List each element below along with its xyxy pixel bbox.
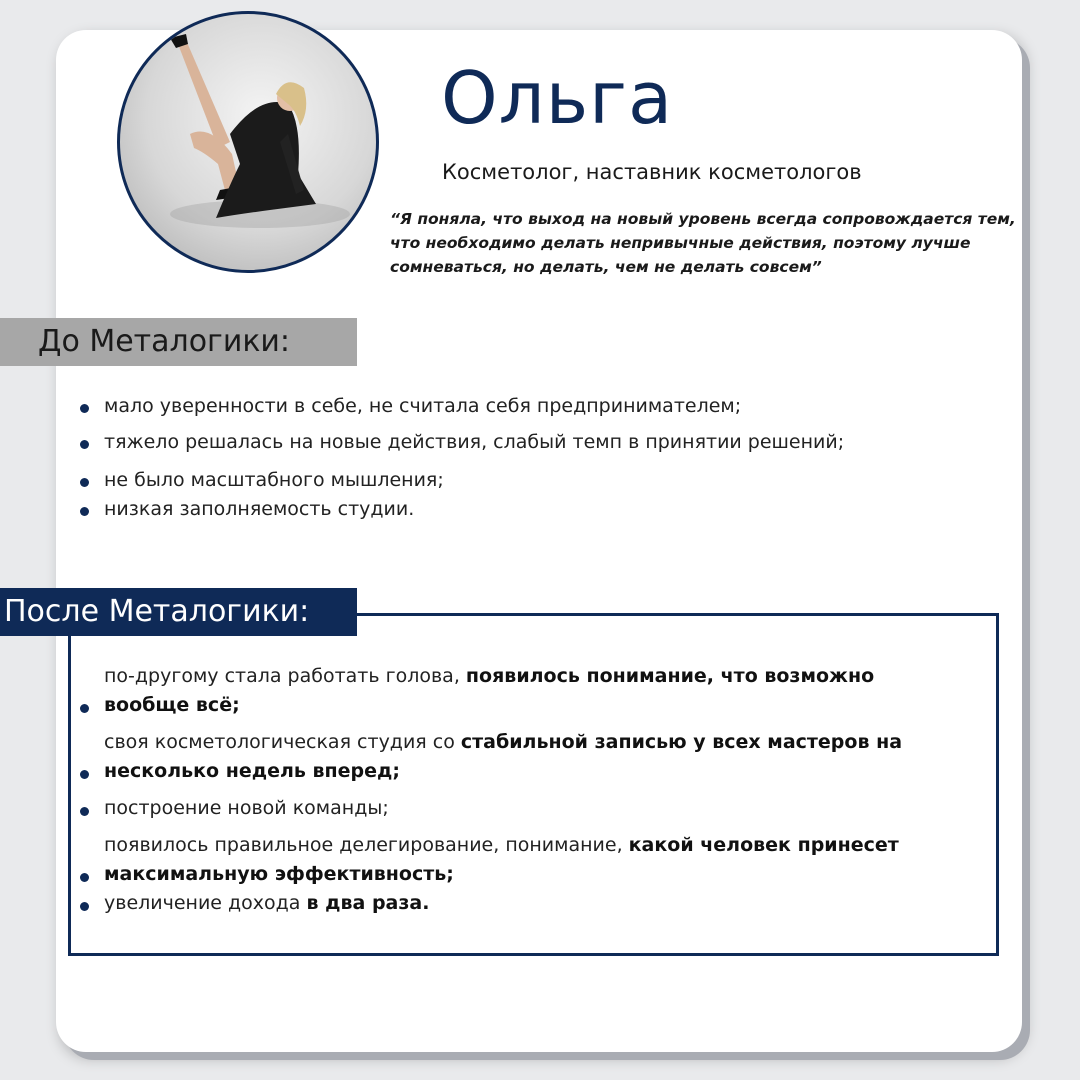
- list-item: [80, 831, 960, 889]
- list-item: [80, 394, 1070, 418]
- bullet-icon: [80, 807, 89, 816]
- bullet-icon: [80, 440, 89, 449]
- list-item-text: по-другому стала работать голова,: [104, 665, 466, 687]
- profile-quote: “Я поняла, что выход на новый уровень всегда сопровождается тем, что необходимо делать непривычные действия, поэтому лучше сомневаться, но делать, чем не делать совсем”: [390, 210, 1016, 276]
- bullet-icon: [80, 704, 89, 713]
- list-item-text: тяжело решалась на новые действия, слабый темп в принятии решений;: [104, 431, 845, 453]
- list-item-emphasis: появилось понимание, что возможно вообще всё;: [104, 665, 875, 716]
- before-section-title: До Металогики:: [0, 318, 357, 366]
- list-item-text: увеличение дохода: [104, 892, 307, 914]
- profile-role: Косметолог, наставник косметологов: [442, 160, 862, 184]
- list-item: [80, 728, 960, 786]
- bullet-icon: [80, 404, 89, 413]
- list-item-text: построение новой команды;: [104, 797, 389, 819]
- after-section-title: После Металогики:: [0, 588, 357, 636]
- list-item-text: не было масштабного мышления;: [104, 469, 444, 491]
- list-item-text: мало уверенности в себе, не считала себя предпринимателем;: [104, 395, 742, 417]
- bullet-icon: [80, 770, 89, 779]
- list-item-text: своя косметологическая студия со: [104, 731, 461, 753]
- profile-photo-illustration: [120, 14, 376, 270]
- list-item-text: низкая заполняемость студии.: [104, 498, 415, 520]
- list-item-emphasis: в два раза.: [306, 892, 430, 914]
- after-list: [80, 662, 960, 918]
- bullet-icon: [80, 478, 89, 487]
- list-item: [80, 794, 960, 823]
- list-item: [80, 662, 960, 720]
- profile-name: Ольга: [441, 56, 674, 140]
- bullet-icon: [80, 873, 89, 882]
- list-item: [80, 889, 960, 918]
- list-item: [80, 497, 1070, 521]
- list-item-emphasis: стабильной записью у всех мастеров на несколько недель вперед;: [104, 731, 903, 782]
- list-item-emphasis: какой человек принесет максимальную эффективность;: [104, 834, 899, 885]
- list-item: [80, 430, 1070, 454]
- bullet-icon: [80, 902, 89, 911]
- profile-photo: [117, 11, 379, 273]
- list-item-text: появилось правильное делегирование, понимание,: [104, 834, 629, 856]
- before-list: [80, 394, 1070, 521]
- list-item: [80, 468, 1070, 492]
- bullet-icon: [80, 507, 89, 516]
